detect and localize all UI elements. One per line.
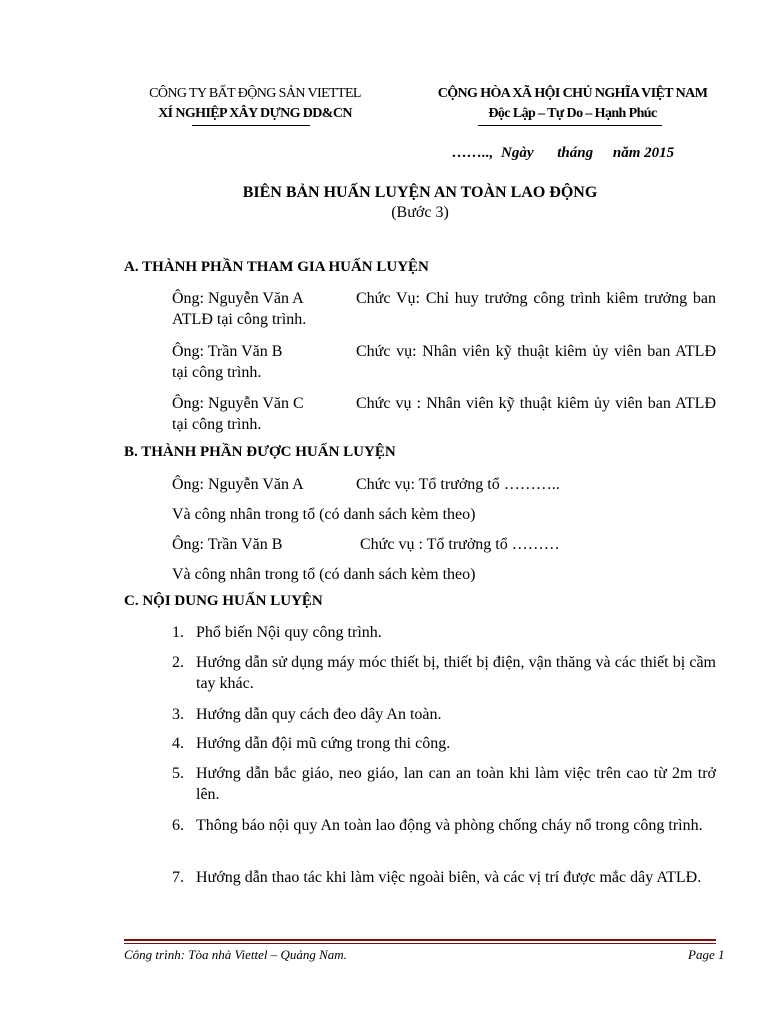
participant-entry: [172, 288, 716, 330]
list-item: [172, 867, 716, 888]
list-text: Hướng dẫn đội mũ cứng trong thi công.: [196, 735, 451, 752]
section-a-heading: A. THÀNH PHẦN THAM GIA HUẤN LUYỆN: [124, 259, 429, 275]
document-title: BIÊN BẢN HUẤN LUYỆN AN TOÀN LAO ĐỘNG: [242, 184, 598, 201]
document-subtitle: (Bước 3): [391, 204, 449, 221]
unit-underline: [192, 125, 310, 126]
footer-rule-thin: [124, 943, 716, 944]
list-number: 2.: [172, 654, 184, 671]
date-day: Ngày: [501, 145, 534, 161]
footer-project: Công trình: Tòa nhà Viettel – Quảng Nam.: [124, 947, 347, 962]
list-number: 1.: [172, 624, 184, 641]
list-text: Phổ biến Nội quy công trình.: [196, 624, 382, 641]
list-number: 3.: [172, 706, 184, 723]
country-name: CỘNG HÒA XÃ HỘI CHỦ NGHĨA VIỆT NAM: [437, 86, 708, 101]
date-month: tháng: [557, 145, 594, 161]
section-b-heading: B. THÀNH PHẦN ĐƯỢC HUẤN LUYỆN: [124, 444, 396, 460]
date-dots: ……..,: [452, 145, 494, 161]
participant-name: Ông: Nguyễn Văn A: [172, 290, 304, 307]
date-year: năm 2015: [612, 145, 675, 161]
motto-underline: [478, 125, 662, 126]
participant-entry: [172, 393, 716, 435]
trainee-name: Ông: Nguyễn Văn A: [172, 476, 304, 493]
list-text: Hướng dẫn quy cách đeo dây An toàn.: [196, 706, 442, 723]
trainee-group-note: Và công nhân trong tổ (có danh sách kèm theo): [172, 506, 476, 523]
date-line: [452, 145, 674, 162]
participant-role: Chức Vụ: Chỉ huy trưởng công trình kiêm trưởng ban ATLĐ tại công trình.: [172, 290, 716, 328]
footer-page-number: Page 1: [688, 947, 725, 962]
trainee-entry: [172, 534, 716, 555]
list-text: Hướng dẫn bắc giáo, neo giáo, lan can an toàn khi làm việc trên cao từ 2m trở lên.: [196, 765, 716, 803]
list-text: Hướng dẫn thao tác khi làm việc ngoài biên, và các vị trí được mắc dây ATLĐ.: [196, 869, 702, 886]
trainee-role: Chức vụ: Tổ trưởng tổ ………..: [356, 476, 560, 493]
participant-name: Ông: Trần Văn B: [172, 343, 283, 360]
list-text: Thông báo nội quy An toàn lao động và phòng chống cháy nổ trong công trình.: [196, 817, 703, 834]
list-item: [172, 763, 716, 805]
section-c-heading: C. NỘI DUNG HUẤN LUYỆN: [124, 593, 323, 609]
list-number: 4.: [172, 735, 184, 752]
company-name: CÔNG TY BẤT ĐỘNG SẢN VIETTEL: [149, 86, 361, 101]
participant-entry: [172, 341, 716, 383]
list-number: 7.: [172, 869, 184, 886]
trainee-name: Ông: Trần Văn B: [172, 536, 283, 553]
list-item: [172, 622, 716, 643]
motto: Độc Lập – Tự Do – Hạnh Phúc: [488, 106, 657, 121]
list-number: 6.: [172, 817, 184, 834]
list-item: [172, 815, 716, 836]
participant-name: Ông: Nguyễn Văn C: [172, 395, 304, 412]
list-item: [172, 652, 716, 694]
participant-role: Chức vụ: Nhân viên kỹ thuật kiêm ủy viên ban ATLĐ tại công trình.: [172, 343, 716, 381]
trainee-role: Chức vụ : Tổ trưởng tổ ………: [360, 536, 560, 553]
national-header: [405, 84, 740, 124]
list-item: [172, 733, 716, 754]
unit-name: XÍ NGHIỆP XÂY DỰNG DD&CN: [158, 106, 352, 121]
company-header: [100, 84, 410, 124]
list-text: Hướng dẫn sử dụng máy móc thiết bị, thiết bị điện, vận thăng và các thiết bị cầm tay khác.: [196, 654, 716, 692]
list-item: [172, 704, 716, 725]
list-number: 5.: [172, 765, 184, 782]
participant-role: Chức vụ : Nhân viên kỹ thuật kiêm ủy viên ban ATLĐ tại công trình.: [172, 395, 716, 433]
footer-rule: [124, 939, 716, 941]
trainee-group-note: Và công nhân trong tổ (có danh sách kèm theo): [172, 566, 476, 583]
trainee-entry: [172, 474, 716, 495]
